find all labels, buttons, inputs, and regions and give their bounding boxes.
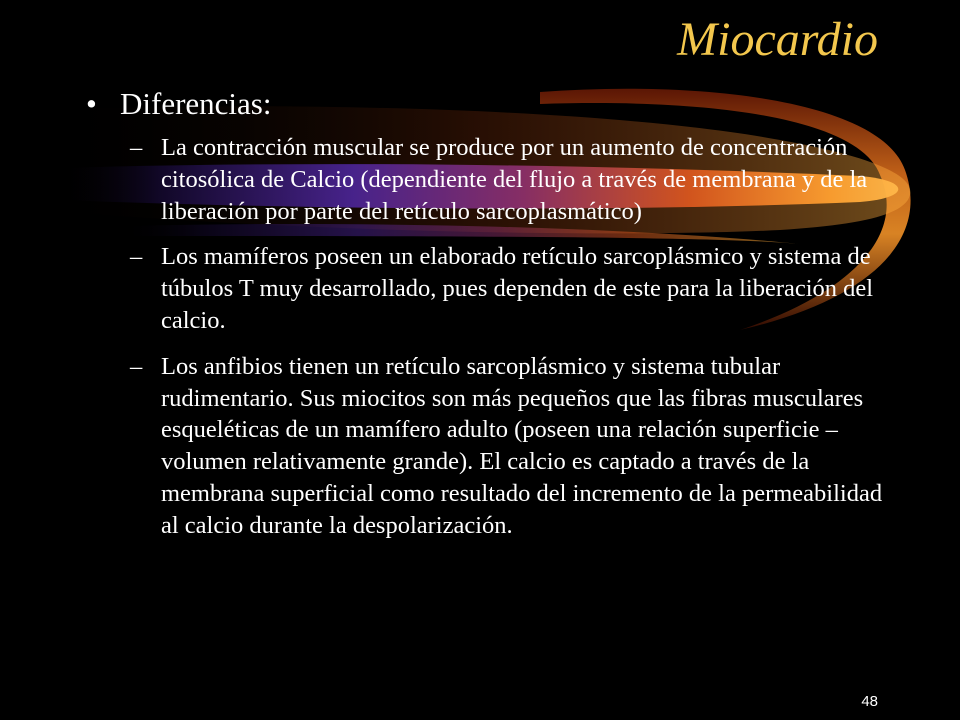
bullet-marker: • xyxy=(86,86,97,121)
heading-text: Diferencias: xyxy=(120,86,272,121)
dash-marker: – xyxy=(130,243,143,271)
list-item xyxy=(86,351,886,542)
slide-content xyxy=(86,84,886,556)
list-item-text: Los anfibios tienen un retículo sarcoplásmico y sistema tubular rudimentario. Sus miocitos son más pequeños que las fibras musculares esqueléticas de un mamífero adulto (poseen una relación superficie –volumen relativamente grande). El calcio es captado a través de la membrana superficial como resultado del incremento de la permeabilidad al calcio durante la despolarización. xyxy=(161,352,883,539)
dash-marker: – xyxy=(130,134,143,161)
dash-marker: – xyxy=(130,352,143,380)
list-item-text: Los mamíferos poseen un elaborado retículo sarcoplásmico y sistema de túbulos T muy desarrollado, pues dependen de este para la liberación del calcio. xyxy=(161,243,874,334)
slide-title: Miocardio xyxy=(677,13,878,66)
list-item xyxy=(86,132,886,227)
page-number: 48 xyxy=(861,693,878,710)
difference-list xyxy=(86,132,886,542)
list-item-text: La contracción muscular se produce por un aumento de concentración citosólica de Calcio (dependiente del flujo a través de membrana y de la liberación por parte del retículo sarcoplasmático) xyxy=(161,134,868,225)
bullet-heading xyxy=(86,84,886,124)
list-item xyxy=(86,241,886,336)
